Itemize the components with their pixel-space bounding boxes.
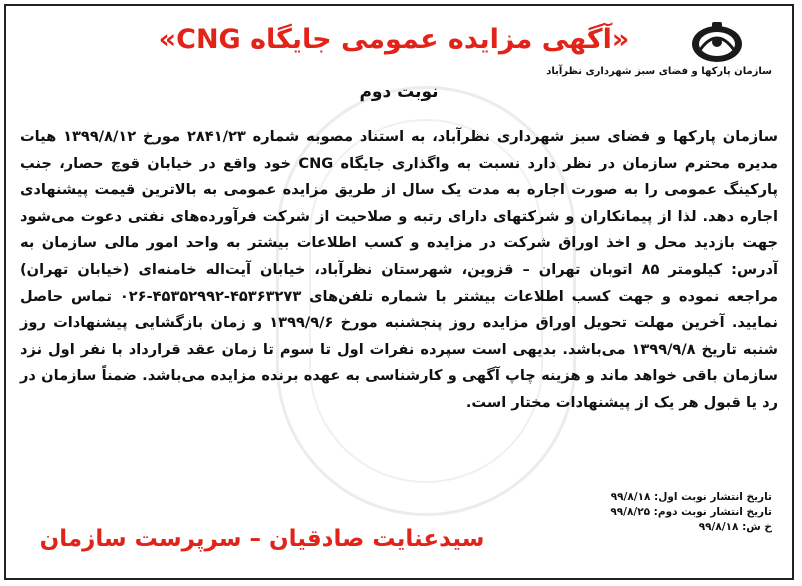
- org-logo: [546, 20, 772, 90]
- kh-sh-date: خ ش: ۹۹/۸/۱۸: [698, 521, 772, 533]
- notice-frame: [4, 4, 794, 580]
- first-publish-date: تاریخ انتشار نوبت اول: ۹۹/۸/۱۸: [610, 491, 772, 503]
- signature: سیدعنایت صادقیان – سرپرست سازمان: [39, 526, 485, 552]
- publish-dates: [532, 490, 772, 535]
- notice-title: «آگهی مزایده عمومی جایگاه CNG»: [158, 24, 630, 55]
- org-logo-text: سازمان پارکها و فضای سبز شهرداری نظرآباد: [546, 66, 772, 77]
- notice-body: سازمان پارکها و فضای سبز شهرداری نظرآباد، به استناد مصوبه شماره ۲۸۴۱/۲۳ مورخ ۱۳۹۹/۸/۱۲ هیات مدیره محترم سازمان در نظر دارد نسبت به واگذاری جایگاه CNG خود واقع در خیابان قوچ حصار، جنب پارکینگ عمومی را به صورت اجاره به مدت یک سال از طریق مزایده عمومی به بالاترین قیمت پیشنهادی اجاره دهد. لذا از پیمانکاران و شرکتهای دارای رتبه و صلاحیت از شرکت فرآورده‌های نفتی دعوت می‌شود جهت بازدید محل و اخذ اوراق شرکت در مزایده و کسب اطلاعات بیشتر به واحد امور مالی سازمان به آدرس: کیلومتر ۸۵ اتوبان تهران – قزوین، شهرستان نظرآباد، خیابان آیت‌اله خامنه‌ای (خیابان تهران) مراجعه نموده و جهت کسب اطلاعات بیشتر با شماره تلفن‌های ۴۵۳۶۳۲۷۳-۴۵۳۵۲۹۹۲-۰۲۶ تماس حاصل نمایید. آخرین مهلت تحویل اوراق مزایده روز پنجشنبه مورخ ۱۳۹۹/۹/۶ و زمان بازگشایی پیشنهادات روز شنبه تاریخ ۱۳۹۹/۹/۸ می‌باشد. بدیهی است سپرده نفرات اول تا سوم تا زمان عقد قرارداد با نفر اول نزد سازمان باقی خواهد ماند و هزینه چاپ آگهی و کارشناسی به عهده برنده مزایده می‌باشد. ضمناً سازمان در رد یا قبول هر یک از پیشنهادات مختار است.: [20, 128, 779, 411]
- second-publish-date: تاریخ انتشار نوبت دوم: ۹۹/۸/۲۵: [610, 506, 772, 518]
- emblem-icon: [690, 20, 744, 64]
- notice-subtitle: نوبت دوم: [359, 82, 439, 102]
